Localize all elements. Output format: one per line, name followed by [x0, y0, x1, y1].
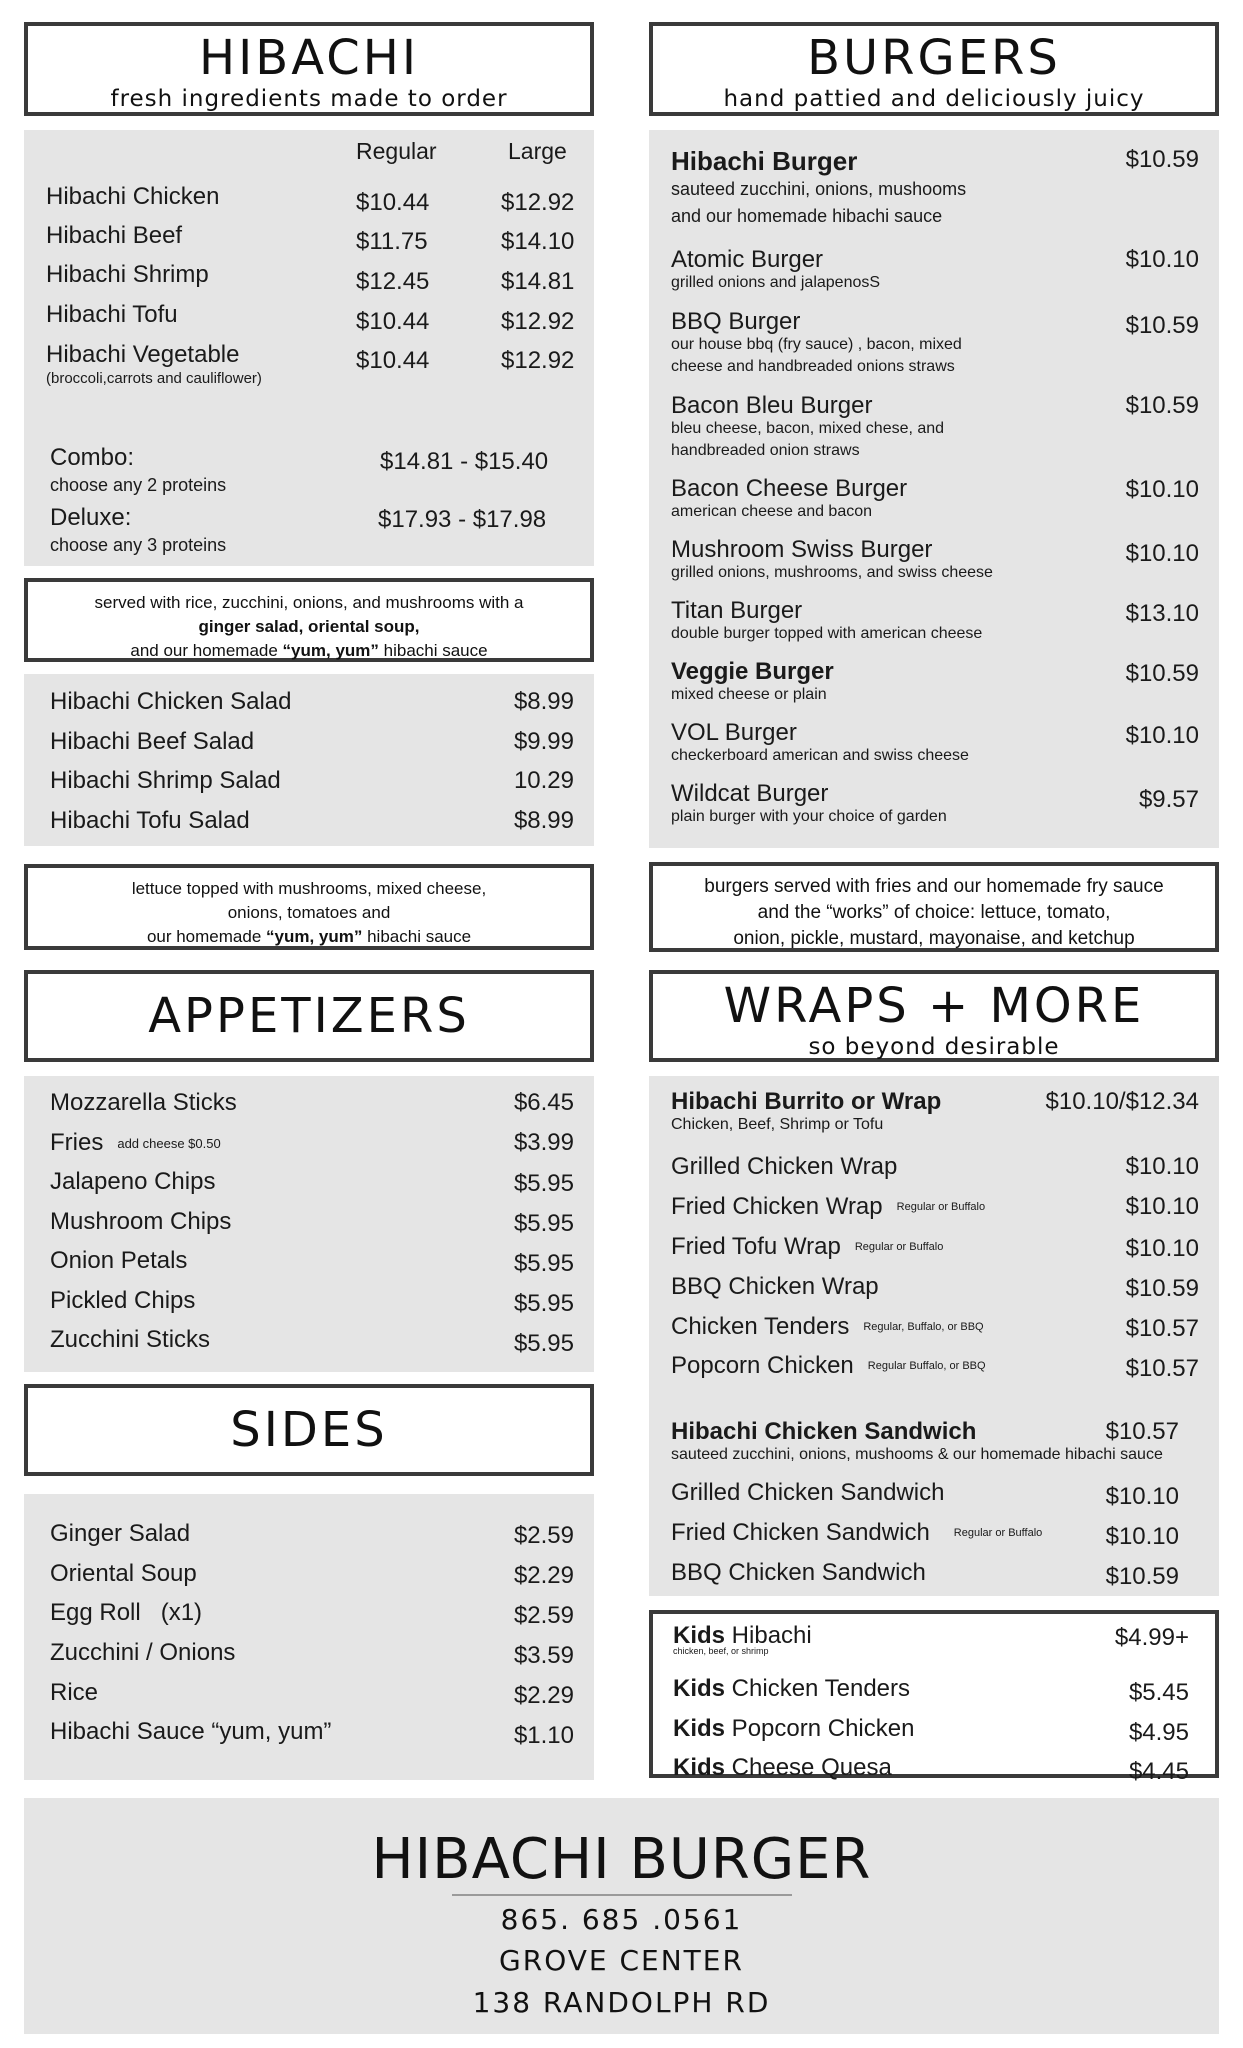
wrap-note: Regular or Buffalo — [854, 1241, 944, 1254]
side-price: $1.10 — [513, 1722, 574, 1749]
hibachi-item-regular: $11.75 — [356, 228, 428, 255]
burger-name: Titan Burger — [671, 597, 803, 624]
appetizer-name: Pickled Chips — [50, 1287, 196, 1314]
appetizer-price: $5.95 — [513, 1170, 574, 1197]
appetizer-note: add cheese $0.50 — [117, 1136, 221, 1152]
burger-desc: handbreaded onion straws — [671, 442, 860, 459]
burger-name: Atomic Burger — [671, 246, 824, 273]
appetizer-name: Onion Petals — [50, 1247, 188, 1274]
appetizers-header — [24, 970, 594, 1062]
note-line: onion, pickle, mustard, mayonaise, and ketchup — [733, 928, 1135, 949]
wrap-price: $10.59 — [1125, 1275, 1199, 1302]
wrap-price: $10.57 — [1125, 1355, 1199, 1382]
note-line — [28, 639, 590, 663]
sandwich-desc: sauteed zucchini, onions, mushooms & our homemade hibachi sauce — [671, 1446, 1163, 1463]
burger-price: $10.10 — [1125, 476, 1199, 503]
hibachi-item-name: Hibachi Vegetable — [46, 341, 240, 368]
note-text: our homemade — [146, 927, 267, 946]
wrap-name — [671, 1235, 943, 1259]
wrap-name — [671, 1195, 985, 1219]
burger-desc: checkerboard american and swiss cheese — [671, 747, 969, 764]
side-name: Hibachi Sauce “yum, yum” — [50, 1718, 332, 1745]
appetizer-price: $5.95 — [513, 1290, 574, 1317]
kids-item-price: $4.99+ — [1114, 1624, 1189, 1651]
note-line: onions, tomatoes and — [227, 903, 391, 922]
footer-panel — [24, 1798, 1219, 2034]
note-line: and the “works” of choice: lettuce, tomato, — [757, 902, 1111, 923]
wrap-label: Grilled Chicken Wrap — [671, 1153, 898, 1180]
sandwich-note: Regular or Buffalo — [953, 1527, 1043, 1540]
note-text: and our homemade — [130, 641, 283, 660]
burger-price: $10.59 — [1125, 660, 1199, 687]
burrito-desc: Chicken, Beef, Shrimp or Tofu — [671, 1116, 884, 1133]
appetizer-price: $5.95 — [513, 1210, 574, 1237]
side-price: $2.59 — [513, 1602, 574, 1629]
burger-desc: our house bbq (fry sauce) , bacon, mixed — [671, 336, 962, 353]
wrap-note: Regular Buffalo, or BBQ — [867, 1360, 986, 1373]
burgers-panel — [649, 130, 1219, 848]
hibachi-item-name: Hibachi Tofu — [46, 301, 178, 328]
appetizers-title: APPETIZERS — [148, 988, 470, 1044]
hibachi-item-large: $12.92 — [501, 189, 575, 216]
burger-desc: plain burger with your choice of garden — [671, 808, 947, 825]
salad-price: $8.99 — [513, 807, 574, 834]
burger-name: VOL Burger — [671, 719, 797, 746]
hibachi-item-name: Hibachi Chicken — [46, 183, 220, 210]
burger-name: Bacon Cheese Burger — [671, 475, 908, 502]
location-name: GROVE CENTER — [499, 1944, 744, 1977]
burger-price: $10.59 — [1125, 312, 1199, 339]
wrap-label: Fried Chicken Wrap — [671, 1193, 883, 1220]
burger-desc: grilled onions, mushrooms, and swiss cheese — [671, 564, 993, 581]
hibachi-subtitle: fresh ingredients made to order — [110, 86, 508, 112]
hibachi-item-large: $12.92 — [501, 347, 575, 374]
wraps-title: WRAPS + MORE — [723, 978, 1145, 1034]
burgers-served-note — [649, 862, 1219, 952]
burger-desc: sauteed zucchini, onions, mushooms — [671, 179, 967, 199]
sides-header — [24, 1384, 594, 1476]
hibachi-header — [24, 22, 594, 116]
hibachi-item-name: Hibachi Beef — [46, 222, 183, 249]
hibachi-panel — [24, 130, 594, 566]
kids-prefix: Kids — [673, 1675, 726, 1702]
burger-desc: bleu cheese, bacon, mixed chese, and — [671, 420, 945, 437]
burger-name: Bacon Bleu Burger — [671, 392, 873, 419]
combo-desc: choose any 2 proteins — [50, 475, 227, 495]
burger-price: $10.10 — [1125, 246, 1199, 273]
burger-name: Wildcat Burger — [671, 780, 829, 807]
hibachi-item-large: $14.10 — [501, 228, 575, 255]
burgers-subtitle: hand pattied and deliciously juicy — [723, 86, 1145, 112]
hibachi-item-regular: $12.45 — [356, 268, 430, 295]
wraps-header — [649, 970, 1219, 1062]
burgers-header — [649, 22, 1219, 116]
footer-divider — [452, 1894, 792, 1896]
appetizer-price: $3.99 — [513, 1129, 574, 1156]
sandwich-price: $10.57 — [1105, 1418, 1179, 1445]
salad-price: $9.99 — [513, 728, 574, 755]
burger-price: $10.59 — [1125, 146, 1199, 173]
sandwich-label: BBQ Chicken Sandwich — [671, 1559, 926, 1586]
appetizer-price: $5.95 — [513, 1330, 574, 1357]
sandwich-item-name — [671, 1561, 926, 1585]
hibachi-title: HIBACHI — [199, 30, 419, 86]
kids-label: Popcorn Chicken — [725, 1715, 915, 1742]
wrap-price: $10.10 — [1125, 1153, 1199, 1180]
side-price: $2.29 — [513, 1682, 574, 1709]
wrap-name — [671, 1315, 984, 1339]
appetizers-panel — [24, 1076, 594, 1372]
wrap-price: $10.10 — [1125, 1193, 1199, 1220]
deluxe-name: Deluxe: — [50, 504, 132, 531]
burger-price: $10.59 — [1125, 392, 1199, 419]
deluxe-desc: choose any 3 proteins — [50, 535, 227, 555]
note-text: “yum, yum” — [282, 641, 379, 660]
note-line: ginger salad, oriental soup, — [198, 617, 420, 636]
hibachi-item-regular: $10.44 — [356, 308, 430, 335]
burger-price: $9.57 — [1138, 786, 1199, 813]
sandwich-item-price: $10.10 — [1105, 1523, 1179, 1550]
burger-price: $10.10 — [1125, 722, 1199, 749]
kids-label: Hibachi — [725, 1622, 812, 1649]
note-text: hibachi sauce — [378, 641, 488, 660]
burger-name: Veggie Burger — [671, 658, 834, 685]
kids-prefix: Kids — [673, 1715, 726, 1742]
kids-item-price: $4.95 — [1128, 1719, 1189, 1746]
appetizer-name: Zucchini Sticks — [50, 1326, 211, 1353]
appetizer-name — [50, 1131, 221, 1155]
burger-price: $13.10 — [1125, 600, 1199, 627]
combo-price: $14.81 - $15.40 — [380, 448, 549, 475]
note-text: “yum, yum” — [266, 927, 363, 946]
side-name: Egg Roll (x1) — [50, 1599, 203, 1626]
hibachi-item-name: Hibachi Shrimp — [46, 261, 209, 288]
side-price: $3.59 — [513, 1642, 574, 1669]
wrap-price: $10.10 — [1125, 1235, 1199, 1262]
wraps-subtitle: so beyond desirable — [808, 1034, 1060, 1060]
kids-label: Cheese Quesa — [725, 1754, 892, 1781]
appetizer-name: Mozzarella Sticks — [50, 1089, 237, 1116]
sandwich-label: Grilled Chicken Sandwich — [671, 1479, 945, 1506]
salad-note — [24, 864, 594, 950]
wrap-name — [671, 1354, 986, 1378]
hibachi-item-regular: $10.44 — [356, 189, 430, 216]
salad-price: 10.29 — [513, 767, 574, 794]
hibachi-item-large: $14.81 — [501, 268, 575, 295]
wrap-name — [671, 1275, 879, 1299]
wrap-name — [671, 1155, 897, 1179]
kids-prefix: Kids — [673, 1622, 726, 1649]
wrap-label: Popcorn Chicken — [671, 1352, 854, 1379]
deluxe-price: $17.93 - $17.98 — [378, 506, 547, 533]
wrap-price: $10.57 — [1125, 1315, 1199, 1342]
hibachi-served-note — [24, 578, 594, 662]
kids-item-price: $5.45 — [1128, 1679, 1189, 1706]
side-price: $2.29 — [513, 1562, 574, 1589]
kids-item-note: chicken, beef, or shrimp — [673, 1646, 769, 1656]
burrito-name: Hibachi Burrito or Wrap — [671, 1088, 942, 1115]
side-price: $2.59 — [513, 1522, 574, 1549]
burger-desc: grilled onions and jalapenosS — [671, 274, 881, 291]
burger-desc: american cheese and bacon — [671, 503, 873, 520]
hibachi-item-large: $12.92 — [501, 308, 575, 335]
kids-item-name — [673, 1717, 914, 1741]
restaurant-name: HIBACHI BURGER — [371, 1827, 872, 1892]
burgers-title: BURGERS — [807, 30, 1061, 86]
appetizer-label: Fries — [50, 1129, 104, 1156]
kids-item-name — [673, 1756, 892, 1780]
side-name: Ginger Salad — [50, 1520, 191, 1547]
wrap-label: Chicken Tenders — [671, 1313, 850, 1340]
col-header-large: Large — [508, 138, 567, 164]
note-line: burgers served with fries and our homemade fry sauce — [704, 876, 1164, 897]
phone-number: 865. 685 .0561 — [500, 1903, 743, 1936]
sandwich-item-price: $10.59 — [1105, 1563, 1179, 1590]
note-text: hibachi sauce — [362, 927, 472, 946]
salad-price: $8.99 — [513, 688, 574, 715]
appetizer-price: $6.45 — [513, 1089, 574, 1116]
salad-name: Hibachi Tofu Salad — [50, 807, 250, 834]
wrap-note: Regular or Buffalo — [896, 1201, 986, 1214]
burger-name: Hibachi Burger — [671, 146, 858, 176]
burger-name: BBQ Burger — [671, 308, 801, 335]
street-address: 138 RANDOLPH RD — [472, 1986, 771, 2019]
salad-name: Hibachi Beef Salad — [50, 728, 255, 755]
burger-price: $10.10 — [1125, 540, 1199, 567]
burrito-price: $10.10/$12.34 — [1045, 1088, 1199, 1115]
appetizer-name: Jalapeno Chips — [50, 1168, 216, 1195]
appetizer-name: Mushroom Chips — [50, 1208, 232, 1235]
wrap-label: BBQ Chicken Wrap — [671, 1273, 879, 1300]
sandwich-name: Hibachi Chicken Sandwich — [671, 1418, 977, 1445]
sandwich-item-name — [671, 1481, 944, 1505]
sandwich-item-name — [671, 1521, 1042, 1545]
hibachi-item-regular: $10.44 — [356, 347, 430, 374]
wraps-panel — [649, 1076, 1219, 1596]
burger-desc: and our homemade hibachi sauce — [671, 206, 943, 226]
sandwich-label: Fried Chicken Sandwich — [671, 1519, 930, 1546]
sandwich-item-price: $10.10 — [1105, 1483, 1179, 1510]
kids-item-name — [673, 1624, 812, 1648]
wrap-label: Fried Tofu Wrap — [671, 1233, 841, 1260]
burger-desc: double burger topped with american cheese — [671, 625, 983, 642]
wrap-note: Regular, Buffalo, or BBQ — [863, 1321, 984, 1334]
salad-name: Hibachi Shrimp Salad — [50, 767, 281, 794]
burger-desc: mixed cheese or plain — [671, 686, 827, 703]
note-line: served with rice, zucchini, onions, and mushrooms with a — [94, 593, 524, 612]
burger-name: Mushroom Swiss Burger — [671, 536, 933, 563]
kids-box — [649, 1610, 1219, 1785]
col-header-regular: Regular — [356, 138, 437, 164]
hibachi-vegetable-note: (broccoli,carrots and cauliflower) — [46, 370, 262, 387]
kids-item-name — [673, 1677, 910, 1701]
side-name: Zucchini / Onions — [50, 1639, 236, 1666]
combo-name: Combo: — [50, 444, 135, 471]
sides-panel — [24, 1494, 594, 1780]
kids-prefix: Kids — [673, 1754, 726, 1781]
burger-desc: cheese and handbreaded onions straws — [671, 358, 955, 375]
salad-name: Hibachi Chicken Salad — [50, 688, 292, 715]
side-name: Oriental Soup — [50, 1560, 197, 1587]
kids-item-price: $4.45 — [1128, 1758, 1189, 1785]
side-name: Rice — [50, 1679, 99, 1706]
note-line: lettuce topped with mushrooms, mixed cheese, — [131, 879, 487, 898]
kids-label: Chicken Tenders — [725, 1675, 911, 1702]
sides-title: SIDES — [230, 1402, 388, 1458]
salads-panel — [24, 674, 594, 846]
appetizer-price: $5.95 — [513, 1250, 574, 1277]
note-line — [28, 925, 590, 949]
